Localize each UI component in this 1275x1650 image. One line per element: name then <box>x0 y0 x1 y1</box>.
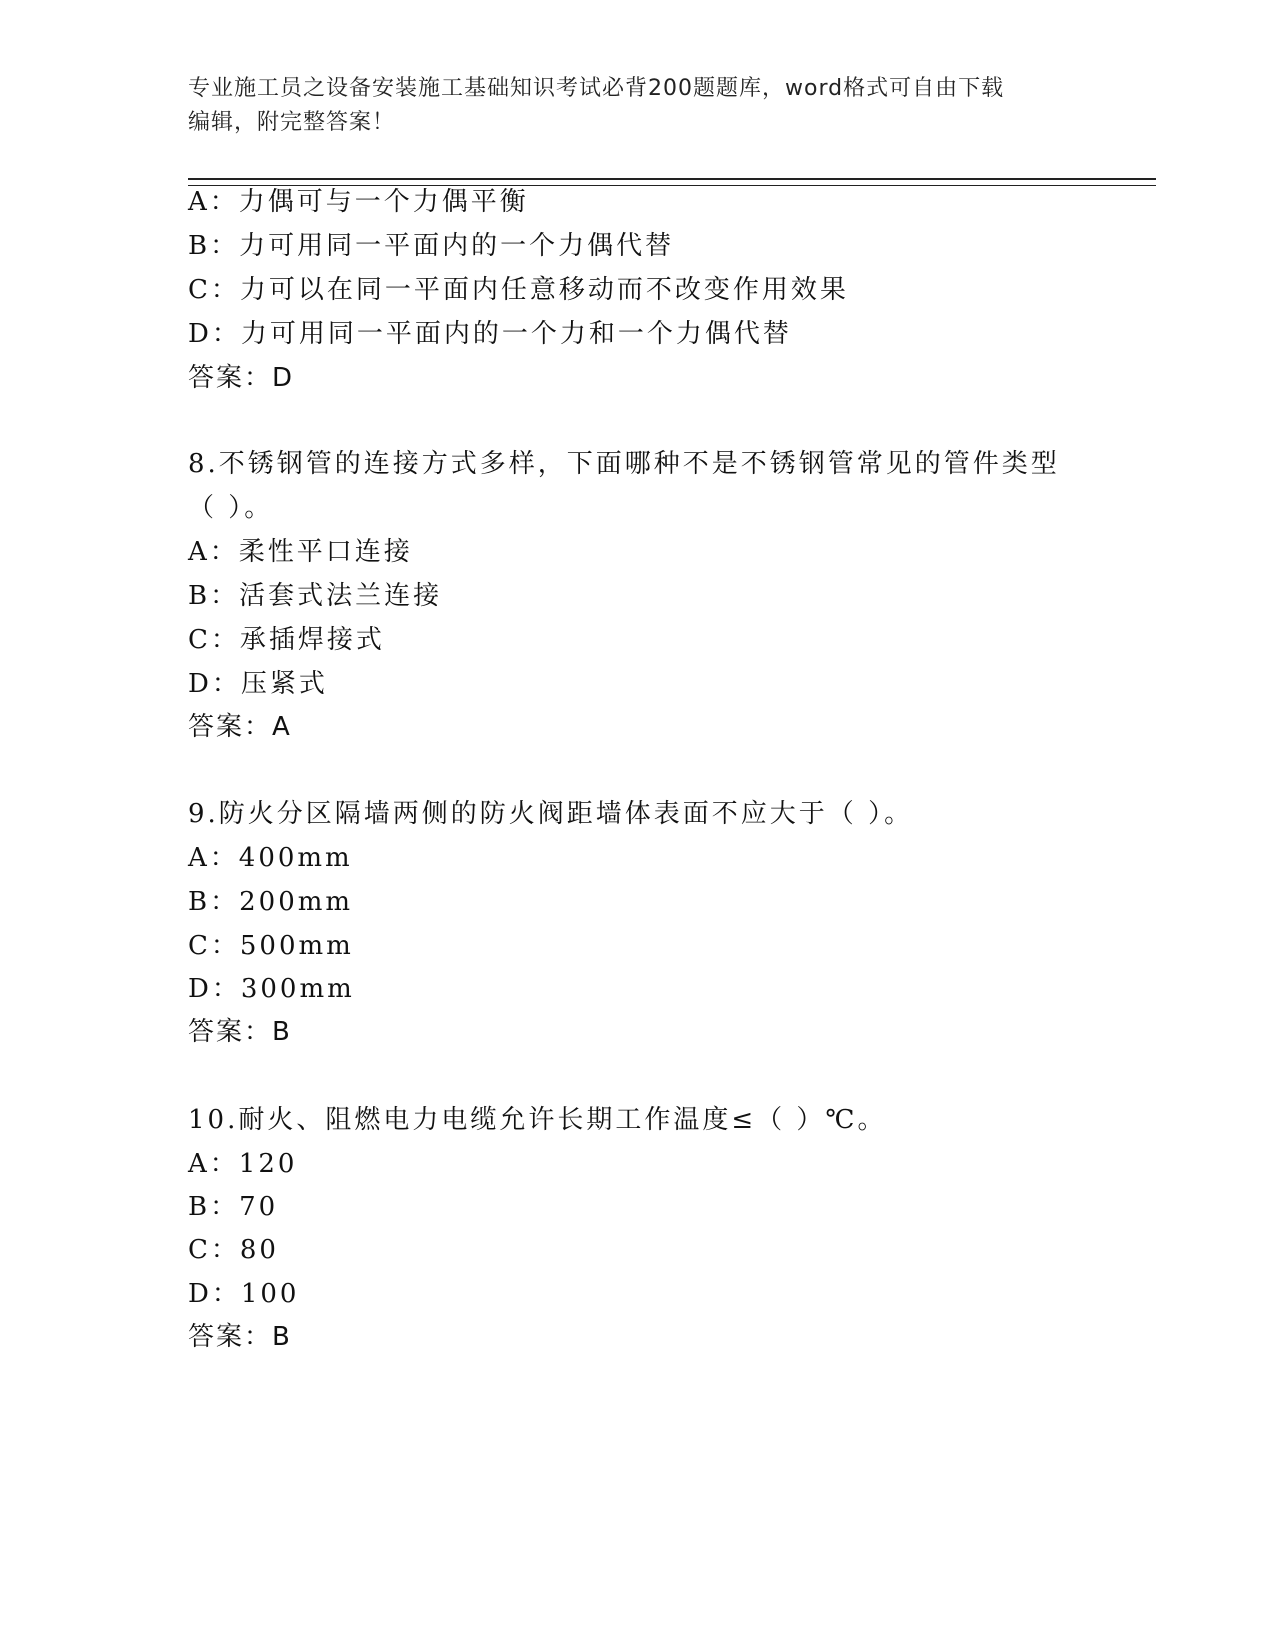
document-header <box>188 72 1088 140</box>
q10-question: 10.耐火、阻燃电力电缆允许长期工作温度≤（ ）℃。 <box>188 1105 887 1135</box>
q7-answer: 答案：D <box>188 363 295 393</box>
header-line-2: 编辑，附完整答案！ <box>188 110 396 135</box>
q8-option-d: D：压紧式 <box>188 669 328 699</box>
q8-option-c: C：承插焊接式 <box>188 625 385 655</box>
q8-answer: 答案：A <box>188 712 292 742</box>
q7-option-c: C：力可以在同一平面内任意移动而不改变作用效果 <box>188 275 849 305</box>
header-line-1: 专业施工员之设备安装施工基础知识考试必背200题题库，word格式可自由下载 <box>188 76 1005 101</box>
q9-answer: 答案：B <box>188 1017 292 1047</box>
q7-option-a: A：力偶可与一个力偶平衡 <box>188 187 529 217</box>
q10-option-b: B：70 <box>188 1192 279 1222</box>
q8-question-line-1: 8.不锈钢管的连接方式多样，下面哪种不是不锈钢管常见的管件类型 <box>188 449 1060 479</box>
q10-option-d: D：100 <box>188 1279 300 1309</box>
q10-option-c: C：80 <box>188 1235 279 1265</box>
q9-question: 9.防火分区隔墙两侧的防火阀距墙体表面不应大于（ ）。 <box>188 799 914 829</box>
q9-option-c: C：500mm <box>188 931 354 961</box>
q7-option-d: D：力可用同一平面内的一个力和一个力偶代替 <box>188 319 792 349</box>
q9-option-a: A：400mm <box>188 843 353 873</box>
q10-option-a: A：120 <box>188 1149 298 1179</box>
q9-option-b: B：200mm <box>188 887 354 917</box>
q9-option-d: D：300mm <box>188 974 355 1004</box>
q8-question-line-2: （ ）。 <box>188 493 274 523</box>
q7-option-b: B：力可用同一平面内的一个力偶代替 <box>188 231 675 261</box>
q10-answer: 答案：B <box>188 1322 292 1352</box>
q8-option-a: A：柔性平口连接 <box>188 537 413 567</box>
q8-option-b: B：活套式法兰连接 <box>188 581 443 611</box>
